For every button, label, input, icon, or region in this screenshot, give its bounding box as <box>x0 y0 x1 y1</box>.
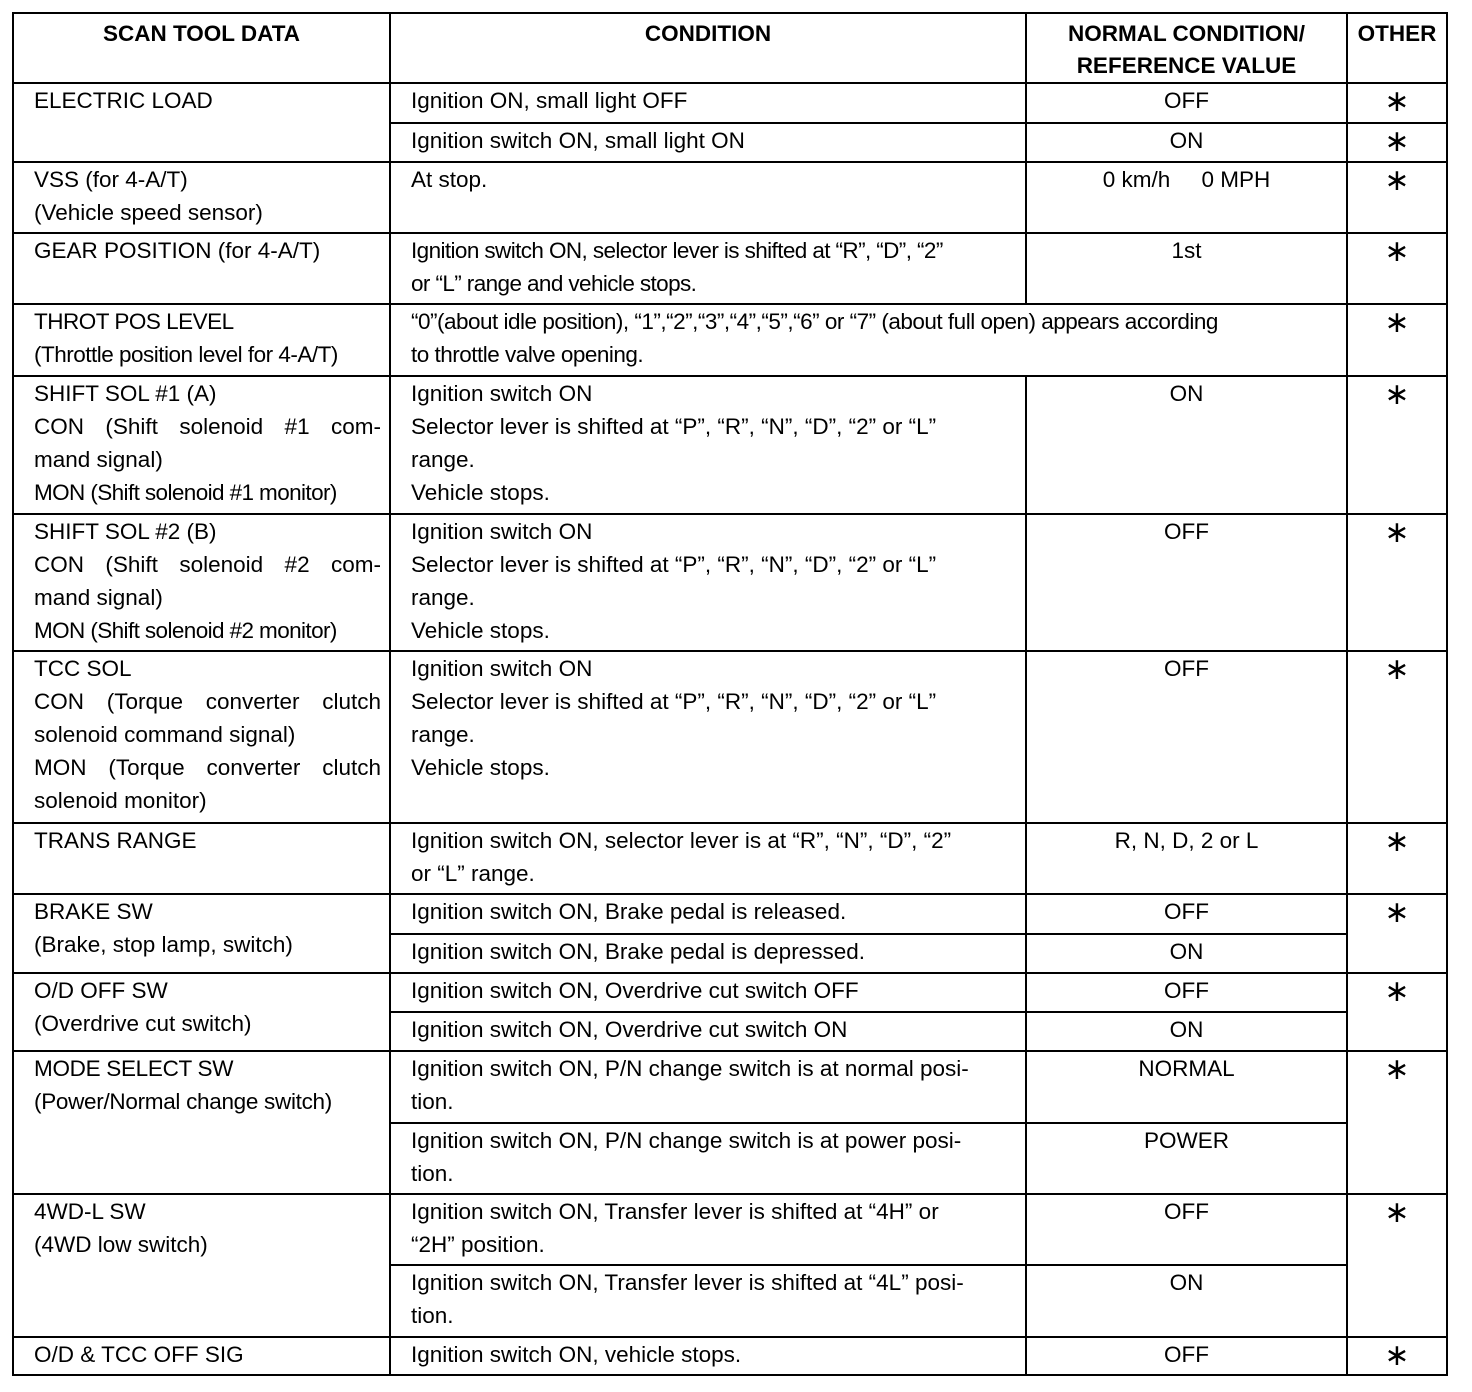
asterisk-icon: ∗ <box>1384 1195 1410 1229</box>
condition-cell: Ignition switch ON, Transfer lever is shifted at “4L” posi- tion. <box>390 1265 1026 1336</box>
scan-data-cell: VSS (for 4-A/T) (Vehicle speed sensor) <box>13 162 390 233</box>
scan-data-cell: MODE SELECT SW (Power/Normal change switch) <box>13 1051 390 1194</box>
other-cell <box>1347 376 1447 514</box>
scan-data-cell: GEAR POSITION (for 4-A/T) <box>13 233 390 304</box>
value-cell: OFF <box>1026 651 1347 823</box>
scan-data-cell: TRANS RANGE <box>13 823 390 894</box>
value-cell: ON <box>1026 1012 1347 1051</box>
value-cell: 0 km/h 0 MPH <box>1026 162 1347 233</box>
condition-cell: Ignition ON, small light OFF <box>390 83 1026 122</box>
value-cell: OFF <box>1026 1194 1347 1265</box>
asterisk-icon: ∗ <box>1384 163 1410 197</box>
scan-data-cell: TCC SOL CON (Torque converter clutch solenoid command signal) MON (Torque converter clutch solenoid monitor) <box>13 651 390 823</box>
scan-tool-data-table <box>12 12 1448 1376</box>
scan-data-cell: O/D & TCC OFF SIG <box>13 1337 390 1375</box>
value-cell: 1st <box>1026 233 1347 304</box>
table-row <box>13 1194 1447 1265</box>
condition-cell: At stop. <box>390 162 1026 233</box>
other-cell <box>1347 83 1447 122</box>
scan-data-cell: THROT POS LEVEL (Throttle position level for 4-A/T) <box>13 304 390 375</box>
value-cell: POWER <box>1026 1123 1347 1194</box>
other-cell <box>1347 894 1447 972</box>
table-row <box>13 514 1447 652</box>
other-cell <box>1347 233 1447 304</box>
asterisk-icon: ∗ <box>1384 653 1410 687</box>
value-cell: OFF <box>1026 1337 1347 1375</box>
asterisk-icon: ∗ <box>1384 235 1410 269</box>
asterisk-icon: ∗ <box>1384 515 1410 549</box>
other-cell <box>1347 973 1447 1051</box>
asterisk-icon: ∗ <box>1384 974 1410 1008</box>
asterisk-icon: ∗ <box>1384 896 1410 930</box>
other-cell <box>1347 823 1447 894</box>
value-cell: OFF <box>1026 83 1347 122</box>
asterisk-icon: ∗ <box>1384 85 1410 119</box>
condition-cell: Ignition switch ON, Brake pedal is released. <box>390 894 1026 933</box>
value-cell: NORMAL <box>1026 1051 1347 1122</box>
header-normal-condition: NORMAL CONDITION/ REFERENCE VALUE <box>1026 13 1347 83</box>
table-row <box>13 376 1447 514</box>
condition-cell: “0”(about idle position), “1”,“2”,“3”,“4”,“5”,“6” or “7” (about full open) appears according to throttle valve opening. <box>390 304 1347 375</box>
other-cell <box>1347 1051 1447 1194</box>
scan-data-cell: SHIFT SOL #2 (B) CON (Shift solenoid #2 com- mand signal) MON (Shift solenoid #2 monitor) <box>13 514 390 652</box>
condition-cell: Ignition switch ON Selector lever is shifted at “P”, “R”, “N”, “D”, “2” or “L” range. Vehicle stops. <box>390 514 1026 652</box>
other-cell <box>1347 123 1447 162</box>
table-row <box>13 83 1447 122</box>
asterisk-icon: ∗ <box>1384 306 1410 340</box>
asterisk-icon: ∗ <box>1384 1053 1410 1087</box>
header-scan-tool-data: SCAN TOOL DATA <box>13 13 390 83</box>
asterisk-icon: ∗ <box>1384 124 1410 158</box>
condition-cell: Ignition switch ON Selector lever is shifted at “P”, “R”, “N”, “D”, “2” or “L” range. Vehicle stops. <box>390 651 1026 823</box>
scan-data-cell: O/D OFF SW (Overdrive cut switch) <box>13 973 390 1051</box>
other-cell <box>1347 651 1447 823</box>
asterisk-icon: ∗ <box>1384 1338 1410 1372</box>
table-row <box>13 1337 1447 1375</box>
condition-cell: Ignition switch ON, selector lever is shifted at “R”, “D”, “2” or “L” range and vehicle stops. <box>390 233 1026 304</box>
scan-data-cell: 4WD-L SW (4WD low switch) <box>13 1194 390 1337</box>
table-row <box>13 651 1447 823</box>
other-cell <box>1347 1337 1447 1375</box>
condition-cell: Ignition switch ON, selector lever is at “R”, “N”, “D”, “2” or “L” range. <box>390 823 1026 894</box>
scan-data-cell: SHIFT SOL #1 (A) CON (Shift solenoid #1 com- mand signal) MON (Shift solenoid #1 monitor) <box>13 376 390 514</box>
value-cell: ON <box>1026 376 1347 514</box>
other-cell <box>1347 304 1447 375</box>
condition-cell: Ignition switch ON Selector lever is shifted at “P”, “R”, “N”, “D”, “2” or “L” range. Vehicle stops. <box>390 376 1026 514</box>
header-other: OTHER <box>1347 13 1447 83</box>
condition-cell: Ignition switch ON, P/N change switch is at normal posi- tion. <box>390 1051 1026 1122</box>
header-condition: CONDITION <box>390 13 1026 83</box>
scan-data-cell: ELECTRIC LOAD <box>13 83 390 161</box>
table-row <box>13 973 1447 1012</box>
other-cell <box>1347 514 1447 652</box>
table-row <box>13 1051 1447 1122</box>
value-cell: OFF <box>1026 973 1347 1012</box>
table-row <box>13 233 1447 304</box>
condition-cell: Ignition switch ON, P/N change switch is at power posi- tion. <box>390 1123 1026 1194</box>
value-cell: OFF <box>1026 894 1347 933</box>
header-row <box>13 13 1447 83</box>
condition-cell: Ignition switch ON, Overdrive cut switch OFF <box>390 973 1026 1012</box>
condition-cell: Ignition switch ON, vehicle stops. <box>390 1337 1026 1375</box>
table-row <box>13 304 1447 375</box>
value-cell: R, N, D, 2 or L <box>1026 823 1347 894</box>
asterisk-icon: ∗ <box>1384 377 1410 411</box>
condition-cell: Ignition switch ON, small light ON <box>390 123 1026 162</box>
other-cell <box>1347 162 1447 233</box>
condition-cell: Ignition switch ON, Brake pedal is depressed. <box>390 934 1026 973</box>
table-row <box>13 162 1447 233</box>
table-row <box>13 894 1447 933</box>
scan-data-cell: BRAKE SW (Brake, stop lamp, switch) <box>13 894 390 972</box>
value-cell: OFF <box>1026 514 1347 652</box>
table-row <box>13 823 1447 894</box>
value-cell: ON <box>1026 1265 1347 1336</box>
value-cell: ON <box>1026 123 1347 162</box>
asterisk-icon: ∗ <box>1384 825 1410 859</box>
other-cell <box>1347 1194 1447 1337</box>
value-cell: ON <box>1026 934 1347 973</box>
condition-cell: Ignition switch ON, Overdrive cut switch ON <box>390 1012 1026 1051</box>
condition-cell: Ignition switch ON, Transfer lever is shifted at “4H” or “2H” position. <box>390 1194 1026 1265</box>
